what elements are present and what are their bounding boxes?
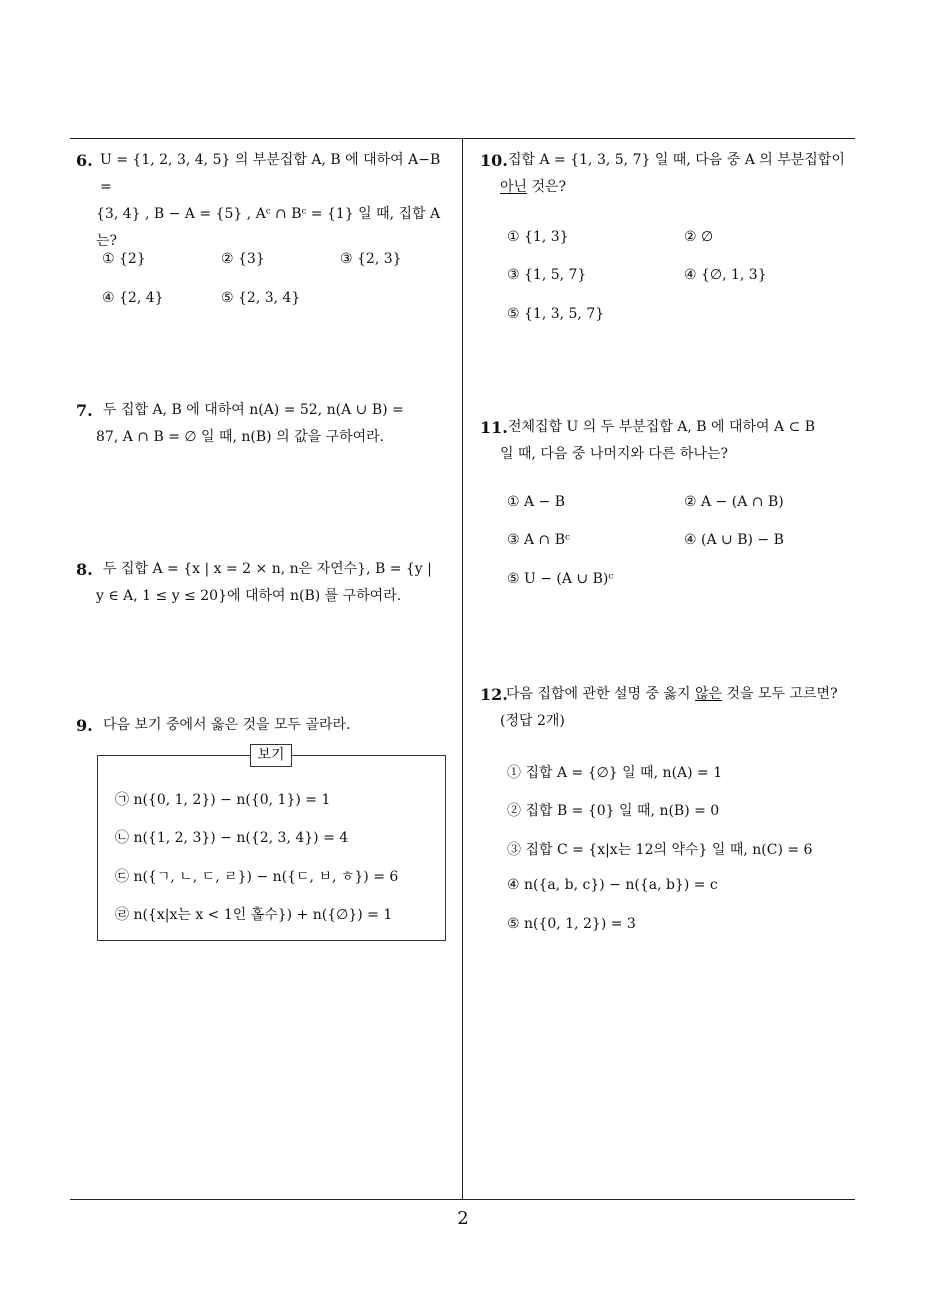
- option-1[interactable]: ① A − B: [507, 494, 566, 510]
- question-text-line: 두 집합 A, B 에 대하여 n(A) = 52, n(A ∪ B) =: [103, 402, 404, 418]
- option-1[interactable]: ① 집합 A = {∅} 일 때, n(A) = 1: [507, 765, 723, 781]
- question-text-line: 일 때, 다음 중 나머지와 다른 하나는?: [500, 446, 728, 462]
- question-10: [480, 147, 860, 201]
- question-text-line: 것을 모두 고르면?: [722, 686, 838, 702]
- question-6: [76, 147, 456, 255]
- option-3[interactable]: ③ 집합 C = {x|x는 12의 약수} 일 때, n(C) = 6: [507, 842, 813, 858]
- bottom-rule: [70, 1199, 855, 1200]
- question-number: 10.: [480, 151, 508, 170]
- option-1[interactable]: ① {1, 3}: [507, 229, 569, 245]
- question-8: [76, 556, 456, 610]
- column-divider: [462, 138, 463, 1200]
- question-text-line: 두 집합 A = {x | x = 2 × n, n은 자연수}, B = {y |: [103, 561, 432, 577]
- option-3[interactable]: ③ A ∩ Bᶜ: [507, 532, 570, 548]
- option-3[interactable]: ③ {2, 3}: [340, 251, 402, 267]
- question-12: [480, 681, 865, 735]
- option-4[interactable]: ④ {∅, 1, 3}: [684, 267, 767, 283]
- bogi-item: ㉠ n({0, 1, 2}) − n({0, 1}) = 1: [115, 792, 331, 808]
- question-text-line: (정답 2개): [500, 713, 565, 729]
- question-text-line: y ∈ A, 1 ≤ y ≤ 20}에 대하여 n(B) 를 구하여라.: [96, 588, 402, 604]
- option-4[interactable]: ④ {2, 4}: [102, 290, 164, 306]
- question-text-line: {3, 4} , B − A = {5} , Aᶜ ∩ Bᶜ = {1} 일 때, 집합 A: [96, 206, 441, 222]
- option-2[interactable]: ② 집합 B = {0} 일 때, n(B) = 0: [507, 803, 720, 819]
- question-text-line: U = {1, 2, 3, 4, 5} 의 부분집합 A, B 에 대하여 A−B =: [100, 152, 441, 195]
- question-text-line: 다음 보기 중에서 옳은 것을 모두 골라라.: [103, 717, 351, 733]
- option-2[interactable]: ② {3}: [221, 251, 265, 267]
- option-1[interactable]: ① {2}: [102, 251, 146, 267]
- option-5[interactable]: ⑤ {2, 3, 4}: [221, 290, 301, 306]
- bogi-item: ㉡ n({1, 2, 3}) − n({2, 3, 4}) = 4: [115, 830, 349, 846]
- option-4[interactable]: ④ n({a, b, c}) − n({a, b}) = c: [507, 877, 718, 893]
- question-number: 7.: [76, 401, 93, 420]
- question-number: 11.: [480, 418, 508, 437]
- page-number: 2: [457, 1208, 469, 1229]
- question-number: 12.: [480, 685, 508, 704]
- bogi-title: 보기: [250, 744, 292, 767]
- question-number: 6.: [76, 151, 93, 170]
- question-text-line: 집합 A = {1, 3, 5, 7} 일 때, 다음 중 A 의 부분집합이: [508, 152, 845, 168]
- question-text-line: 는?: [96, 233, 118, 249]
- option-3[interactable]: ③ {1, 5, 7}: [507, 267, 587, 283]
- question-7: [76, 397, 456, 451]
- question-text-line: 87, A ∩ B = ∅ 일 때, n(B) 의 값을 구하여라.: [96, 429, 385, 445]
- question-11: [480, 414, 860, 468]
- question-text-line: 다음 집합에 관한 설명 중 옳지: [506, 686, 695, 702]
- underlined-word: 아닌: [500, 179, 528, 195]
- option-4[interactable]: ④ (A ∪ B) − B: [684, 532, 784, 548]
- option-2[interactable]: ② ∅: [684, 229, 714, 245]
- question-9: [76, 712, 456, 739]
- question-number: 9.: [76, 716, 93, 735]
- bogi-item: ㉣ n({x|x는 x < 1인 홀수}) + n({∅}) = 1: [115, 907, 393, 923]
- option-5[interactable]: ⑤ {1, 3, 5, 7}: [507, 306, 605, 322]
- option-2[interactable]: ② A − (A ∩ B): [684, 494, 784, 510]
- question-text-line: 전체집합 U 의 두 부분집합 A, B 에 대하여 A ⊂ B: [508, 419, 816, 435]
- question-text-line: 것은?: [527, 179, 567, 195]
- underlined-word: 않은: [695, 686, 723, 702]
- option-5[interactable]: ⑤ n({0, 1, 2}) = 3: [507, 916, 636, 932]
- bogi-item: ㉢ n({ㄱ, ㄴ, ㄷ, ㄹ}) − n({ㄷ, ㅂ, ㅎ}) = 6: [115, 869, 399, 885]
- question-number: 8.: [76, 560, 93, 579]
- option-5[interactable]: ⑤ U − (A ∪ B)ᶜ: [507, 571, 614, 587]
